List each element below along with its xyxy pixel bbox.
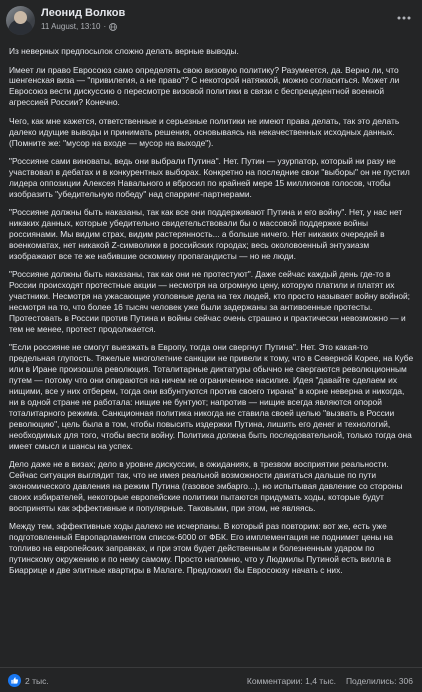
- post-footer: [0, 667, 422, 692]
- like-icon: [8, 674, 21, 687]
- shares-count[interactable]: Поделились: 306: [345, 676, 413, 686]
- post-timestamp[interactable]: 11 August, 13:10: [41, 22, 101, 31]
- comments-count[interactable]: Комментарии: 1,4 тыс.: [246, 676, 336, 686]
- reactions-summary[interactable]: [8, 674, 49, 687]
- post-paragraph: "Россияне должны быть наказаны, так как все они поддерживают Путина и его войну". Нет, у нас нет никаких данных, которые убедительно свидетельствовали бы о массовой поддержке войны россиянами. Мы видим страх, видим растерянность... а больше ничего. Нет никаких очередей в военкоматах, нет никакой Z-символики в российских городах; весь околовоенный энтузиазм изображают все те же набившие оскомину пропагандисты — но не люди.: [9, 207, 403, 261]
- author-avatar[interactable]: [6, 6, 35, 35]
- post-paragraph: "Россияне должны быть наказаны, так как они не протестуют". Даже сейчас каждый день где-то в России происходят протестные акции — несмотря на огромную цену, которую платили и платят их участники. Несмотря на ужасающие уголовные дела на тех людей, кто просто называет войну войной; несмотря на то, что более 16 тысяч человек уже были задержаны за антивоенные протесты. Протестовать в России против Путина и войны сейчас очень страшно и практически невозможно — и тем не менее, протест продолжается.: [9, 269, 410, 334]
- post-paragraph: Имеет ли право Евросоюз само определять свою визовую политику? Разумеется, да. Верно ли, что шенгенская виза — "привилегия, а не право"? С некоторой натяжкой, можно согласиться. Может ли Евросоюз вести дискуссию о пересмотре визовой политики в связи с беспрецедентной военной агрессией России? Конечно.: [9, 64, 400, 108]
- post-meta: [41, 22, 117, 31]
- post-body: [9, 46, 414, 583]
- reactions-count: 2 тыс.: [25, 675, 49, 686]
- post-paragraph: "Если россияне не смогут выезжать в Европу, тогда они свергнут Путина". Нет. Это какая-то предельная глупость. Тяжелые многолетние санкции не привели к тому, что в Северной Корее, на Кубе или в Иране произошла революция. Тоталитарные диктатуры обычно не свергаются революционным путем — потому что они опираются на ничем не ограниченное насилие. Идея "давайте сделаем их нищими, все у них отберем, тогда они взбунтуются против своего тирана" в корне неверна и никогда, ни в одной стране не работала: нищие не бунтуют; напротив — нищие всегда являются опорой тоталитарного режима. Санкционная политика никогда не ставила своей целью "вызвать в России революцию", цель была в том, чтобы повысить издержки Путина, лишить его денег и технологий, необходимых для того, чтобы вести войну. Политика должна быть последовательной, только тогда она имеет смысл и шансы на успех.: [9, 342, 414, 451]
- post-paragraph: Дело даже не в визах; дело в уровне дискуссии, в ожиданиях, в трезвом восприятии реальности. Сейчас ситуация выглядит так, что не имея реальной возможности двигаться дальше по пути экономического давления на режим Путина (газовое эмбарго...), но испытывая давление со стороны своих избирателей, некоторые европейские политики пытаются придумать ходы, которые будут восприняты как эффективные и популярные. Таковыми, при этом, не являясь.: [9, 459, 403, 513]
- meta-separator: ·: [103, 22, 107, 31]
- post-paragraph: Между тем, эффективные ходы далеко не исчерпаны. В который раз повторим: вот же, есть уже подготовленный Европарламентом список-6000 от ФБК. Его имплементация не поднимет цены на топливо на европейских заправках, и при этом будет действенным и болезненным ударом по путинскому окружению и по нему самому. Просто напомню, что у Людмилы Путиной есть вилла в Биаррице и две элитные квартиры в Малаге. Предложил бы Евросоюзу начать с них.: [9, 521, 393, 575]
- more-dots-icon[interactable]: [396, 10, 412, 26]
- post-paragraph: Чего, как мне кажется, ответственные и серьезные политики не имеют права делать, так это делать далеко идущие выводы и принимать решения, основываясь на некачественных исходных данных. (Помните же: "мусор на входе — мусор на выходе").: [9, 115, 400, 148]
- post-paragraph: "Россияне сами виноваты, ведь они выбрали Путина". Нет. Путин — узурпатор, который ни разу не участвовал в дебатах и в конкурентных выборах. Конкретно на последние свои "выборы" он не пустил лидера оппозиции Алексея Навального и вбросил по крайней мере 15 миллионов голосов, чтобы изобразить "убедительную победу" над спарринг-партнерами.: [9, 156, 410, 199]
- post-stats: [247, 676, 413, 686]
- globe-icon: [109, 23, 117, 31]
- post-paragraph: Из неверных предпосылок сложно делать верные выводы.: [9, 46, 239, 56]
- post-header: [0, 0, 422, 42]
- author-name[interactable]: Леонид Волков: [41, 7, 126, 19]
